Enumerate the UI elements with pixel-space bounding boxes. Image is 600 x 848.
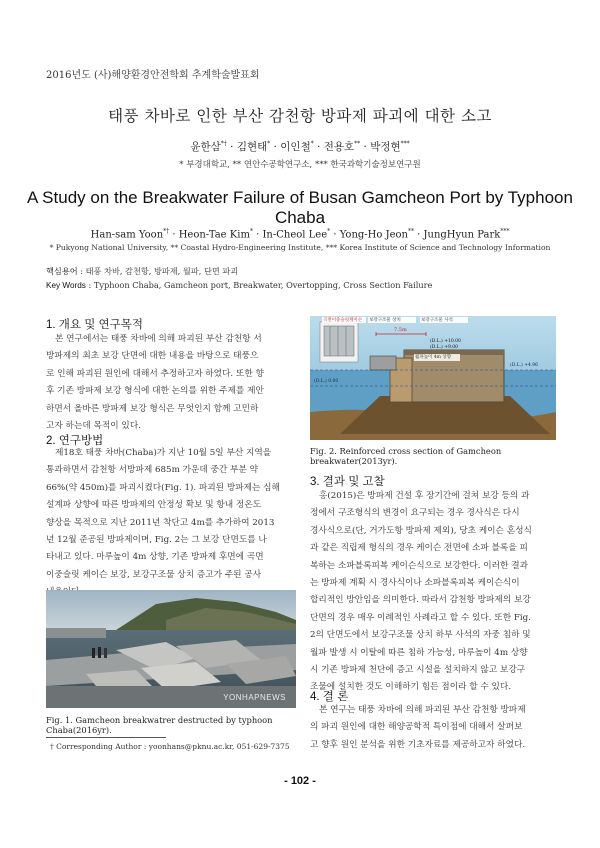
section3-line: 는 방파제 계획 시 경사식이나 소파블록피복 케이슨식이 bbox=[310, 578, 520, 589]
section3-line: 조물에 설치한 것도 이해하기 힘든 점이라 할 수 있다. bbox=[310, 682, 512, 693]
footnote-divider bbox=[46, 737, 166, 738]
section2-line: 타내고 있다. 마루높이 4m 상향, 기존 방파제 후면에 곡면 bbox=[46, 552, 264, 563]
figure-1-caption: Fig. 1. Gamcheon breakwatrer destructed by typhoon Chaba(2016yr). bbox=[46, 715, 273, 735]
author-ko-1: 윤한삼 bbox=[190, 141, 221, 153]
cross-section-drawing bbox=[310, 316, 556, 440]
breakwater-photo bbox=[46, 590, 296, 708]
photo-watermark: YONHAPNEWS bbox=[223, 693, 286, 702]
section2-line: 제18호 태풍 차바(Chaba)가 지난 10월 5일 부산 지역을 bbox=[55, 448, 272, 458]
keywords-korean bbox=[46, 266, 238, 277]
fig2-crest-label-1: (D.L.) +10.00 bbox=[430, 339, 461, 344]
section4-line: 본 연구는 태풍 차바에 의해 파괴된 부산 감천항 방파제 bbox=[319, 705, 526, 715]
section4-line: 의 파괴 원인에 대한 해양공학적 특이점에 대해서 살펴보 bbox=[310, 722, 523, 733]
fig2-hwl-label: (D.L.) +4.96 bbox=[510, 363, 539, 368]
section4-body bbox=[310, 702, 556, 754]
section2-heading: 2. 연구방법 bbox=[46, 435, 104, 447]
section3-line: 2의 단면도에서 보강구조물 상치 하부 사석의 자중 침하 및 bbox=[310, 630, 531, 641]
section3-heading: 3. 결과 및 고찰 bbox=[310, 476, 385, 488]
section2-line: 66%(약 450m)를 파괴시켰다(Fig. 1). 파괴된 방파제는 심해 bbox=[46, 482, 280, 493]
footnote-text: Corresponding Author : yoonhans@pknu.ac.kr, 051-629-7375 bbox=[56, 742, 290, 751]
section3-body bbox=[310, 488, 556, 697]
author-en-1: Han-sam Yoon bbox=[90, 229, 164, 241]
fig2-low-label: (D.L.) 0.00 bbox=[314, 379, 339, 384]
keywords-english-label: Key Words bbox=[46, 281, 86, 290]
section1-line: 하면서 올바른 방파제 보강 형식은 무엇인지 함께 고민하 bbox=[46, 403, 259, 414]
title-english: A Study on the Breakwater Failure of Busan Gamcheon Port by Typhoon Chaba bbox=[27, 188, 573, 227]
section2-line: 년 12월 준공된 방파제이며, Fig. 2는 그 보강 단면도를 나 bbox=[46, 535, 267, 546]
authors-korean: 윤한삼*† · 김현태* · 이인철* · 전용호** · 박정현*** bbox=[190, 140, 410, 153]
section3-line: 복하는 소파블록피복 케이슨식으로 보강한다. 이러한 결과 bbox=[310, 560, 528, 571]
keywords-korean-label: 핵심용어 bbox=[46, 267, 78, 276]
author-ko-3: 이인철 bbox=[280, 141, 311, 153]
section2-line: 통과하면서 감천항 서방파제 685m 가운데 중간 부분 약 bbox=[46, 465, 258, 476]
author-en-2: Heon-Tae Kim bbox=[178, 229, 250, 241]
footnote bbox=[50, 742, 290, 751]
author-en-4: Yong-Ho Jeon bbox=[339, 229, 408, 241]
section3-line: 정에서 구조형식의 변경이 요구되는 경우 경사식은 다시 bbox=[310, 508, 520, 519]
section3-line: 홍(2015)은 방파제 건설 후 장기간에 걸쳐 보강 등의 과 bbox=[319, 491, 530, 501]
section3-line: 단면의 경우 매우 이례적인 사례라고 할 수 있다. 또한 Fig. bbox=[310, 612, 531, 623]
section1-line: 고자 하는데 목적이 있다. bbox=[46, 421, 141, 432]
title-korean: 태풍 차바로 인한 부산 감천항 방파제 파괴에 대한 소고 bbox=[108, 107, 492, 125]
section3-line: 합리적인 방안임을 의미한다. 따라서 감천항 방파제의 보강 bbox=[310, 595, 531, 606]
fig2-legend-caisson: 곡면이중슬릿케이슨 bbox=[323, 318, 363, 323]
fig2-legend-rubble: 보강구조물 사석 bbox=[421, 318, 453, 323]
affiliation-english: * Pukyong National University, ** Coastal Hydro-Engineering Institute, *** Korea Institute of Science and Technology Information bbox=[49, 243, 551, 252]
fig2-wave-label: 월파높이 4m 상향 bbox=[415, 355, 452, 360]
section1-line: 방파제의 최초 보강 단면에 대한 내용을 바탕으로 태풍으 bbox=[46, 351, 259, 362]
section1-body bbox=[46, 331, 296, 435]
keywords-english-text: : Typhoon Chaba, Gamcheon port, Breakwater, Overtopping, Cross Section Failure bbox=[88, 280, 433, 290]
section1-line: 로 인해 파괴된 원인에 대해서 추정하고자 하였다. 또한 향 bbox=[46, 368, 264, 379]
section4-heading: 4. 결 론 bbox=[310, 691, 349, 703]
keywords-korean-text: : 태풍 차바, 감천항, 방파제, 월파, 단면 파괴 bbox=[80, 266, 239, 276]
author-ko-2: 김현태 bbox=[236, 141, 268, 153]
keywords-english bbox=[46, 280, 432, 290]
figure-1-photo bbox=[46, 590, 296, 708]
fig2-crest-label-2: (D.L.) +9.00 bbox=[430, 345, 459, 350]
section2-line: 설계파 상향에 따른 방파제의 안정성 확보 및 항내 정온도 bbox=[46, 500, 262, 511]
page-number: - 102 - bbox=[284, 775, 316, 787]
affiliation-korean: * 부경대학교, ** 연안수공학연구소, *** 한국과학기술정보연구원 bbox=[179, 160, 421, 170]
section2-line: 이중슬릿 케이슨 보강, 보강구조물 상치 증고가 주된 공사 bbox=[46, 569, 262, 580]
author-ko-5: 박정현 bbox=[370, 141, 401, 153]
section3-line: 월파 발생 시 이탈에 따른 침하 가능성, 마루높이 4m 상향 bbox=[310, 647, 528, 658]
author-en-5: JungHyun Park bbox=[423, 229, 501, 241]
fig2-width-label: 7.5m bbox=[394, 327, 407, 333]
section1-line: 후 기존 방파제 보강 형식에 대한 논의를 위한 주제를 제안 bbox=[46, 386, 264, 397]
section3-line: 과 같은 직립제 형식의 경우 케이슨 전면에 소파 블록을 피 bbox=[310, 543, 528, 554]
author-ko-1-mark: *† bbox=[220, 140, 227, 148]
fig2-legend-cap: 보강구조물 상치 bbox=[369, 318, 401, 323]
section4-line: 고 향후 원인 분석을 위한 기초자료를 제공하고자 하였다. bbox=[310, 739, 526, 750]
section1-line: 본 연구에서는 태풍 차바에 의해 파괴된 부산 감천항 서 bbox=[55, 334, 262, 344]
section2-body bbox=[46, 445, 296, 602]
conference-header: 2016년도 (사)해양환경안전학회 추계학술발표회 bbox=[46, 70, 260, 81]
section2-line: 향상을 목적으로 지난 2011년 착단고 4m를 추가하여 2013 bbox=[46, 517, 275, 528]
section1-heading: 1. 개요 및 연구목적 bbox=[46, 319, 143, 331]
authors-english: Han-sam Yoon*† · Heon-Tae Kim* · In-Cheol Lee* · Yong-Ho Jeon** · JungHyun Park*** bbox=[90, 228, 510, 241]
author-en-3: In-Cheol Lee bbox=[262, 229, 328, 241]
figure-2-caption: Fig. 2. Reinforced cross section of Gamcheon breakwater(2013yr). bbox=[310, 446, 502, 466]
author-ko-4: 전용호 bbox=[323, 141, 355, 153]
footnote-mark: † bbox=[50, 742, 54, 751]
section3-line: 시 기존 방파제 천단에 증고 시설을 설치하지 않고 보강구 bbox=[310, 665, 526, 676]
figure-2-diagram bbox=[310, 316, 556, 440]
section3-line: 경사식으로(단, 거가도항 방파제 제외), 당초 케이슨 혼성식 bbox=[310, 525, 532, 536]
